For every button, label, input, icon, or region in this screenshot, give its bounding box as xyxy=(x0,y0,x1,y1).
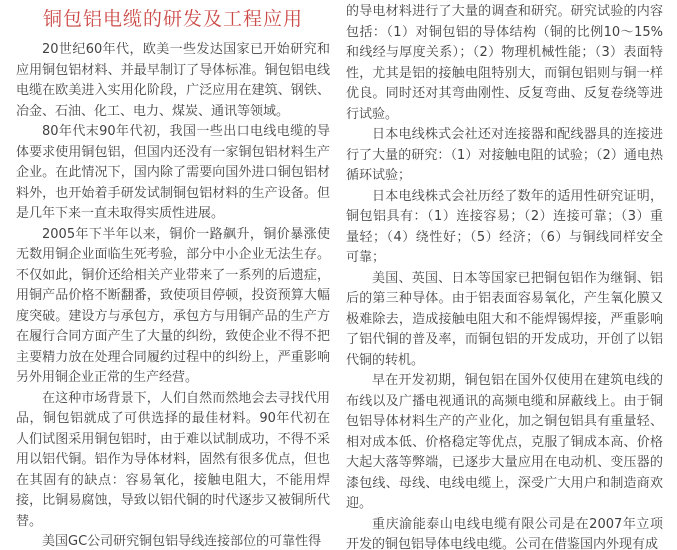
paragraph: 80年代末90年代初，我国一些出口电线电缆的导体要求使用铜包铝，但国内还没有一家铜包铝材料生产企业。在此情况下，国内除了需要向国外进口铜包铝材料外，也开始着手研发试制铜包铝材料的生产设备。但是几年下来一直未取得实质性进展。 xyxy=(16,124,330,221)
paragraph: 美国GC公司研究铜包铝导线连接部位的可靠性得 xyxy=(42,534,322,549)
paragraph-continuation: 的导电材料进行了大量的调查和研究。研究试验的内容包括：（1）对铜包铝的导体结构（铜的比例10～15%和线经与厚度关系）；（2）物理机械性能；（3）表面特性，尤其是铝的接触电阻特别大，而铜包铝则与铜一样优良。同时还对其弯曲刚性、反复弯曲、反复卷绕等进行试验。 xyxy=(346,4,663,122)
paragraph: 日本电线株式会社还对连接器和配线器具的连接进行了大量的研究：（1）对接触电阻的试验；（2）通电热循环试验； xyxy=(346,127,663,183)
paragraph: 早在开发初期，铜包铝在国外仅使用在建筑电线的布线以及广播电视通讯的高频电缆和屏蔽线上。由于铜包铝导体材料生产的产业化，加之铜包铝具有重量轻、相对成本低、价格稳定等优点，克服了铜成本高、价格大起大落等弊端，已逐步大量应用在电动机、变压器的漆包线、母线、电线电缆上，深受广大用户和制造商欢迎。 xyxy=(346,373,663,511)
paragraph: 在这种市场背景下，人们自然而然地会去寻找代用品，铜包铝就成了可供选择的最佳材料。90年代初在人们试图采用铜包铝时，由于难以试制成功，不得不采用以铝代铜。铝作为导体材料，固然有很多优点，但也在其固有的缺点：容易氧化，接触电阻大，不能用焊接，比铜易腐蚀，导致以铝代铜的时代逐步又被铜所代替。 xyxy=(16,390,330,529)
paragraph: 重庆渝能泰山电线电缆有限公司是在2007年立项开发的铜包铝导体电线电缆。公司在借鉴国内外现有成 xyxy=(346,516,663,550)
right-column xyxy=(346,0,663,550)
article-title: 铜包铝电缆的研发及工程应用 xyxy=(42,8,303,30)
paragraph: 日本电线株式会社历经了数年的适用性研究证明，铜包铝具有：（1）连接容易；（2）连接可靠；（3）重量轻；（4）绕性好；（5）经济；（6）与铜线同样安全可靠； xyxy=(346,188,663,265)
paragraph: 20世纪60年代，欧美一些发达国家已开始研究和应用铜包铝材料、并最早制订了导体标准。铜包铝电线电缆在欧美进入实用化阶段，广泛应用在建筑、钢铁、冶金、石油、化工、电力、煤炭、通讯等领域。 xyxy=(16,42,330,119)
left-column xyxy=(16,0,330,550)
paragraph: 美国、英国、日本等国家已把铜包铝作为继铜、铝后的第三种导体。由于铝表面容易氧化，产生氧化膜又极难除去，造成接触电阻大和不能焊锡焊接，严重影响了铝代铜的普及率，而铜包铝的开发成功，开创了以铝代铜的转机。 xyxy=(346,270,663,368)
paragraph: 2005年下半年以来，铜价一路飙升，铜价暴涨使无数用铜企业面临生死考验，部分中小企业无法生存。不仅如此，铜价还给相关产业带来了一系列的后遗症，用铜产品价格不断翻番，致使项目停顿，投资预算大幅度突破。建设方与承包方，承包方与用铜产品的生产方在履行合同方面产生了大量的纠纷，致使企业不得不把主要精力放在处理合同履约过程中的纠纷上，严重影响另外用铜企业正常的生产经营。 xyxy=(16,226,330,385)
